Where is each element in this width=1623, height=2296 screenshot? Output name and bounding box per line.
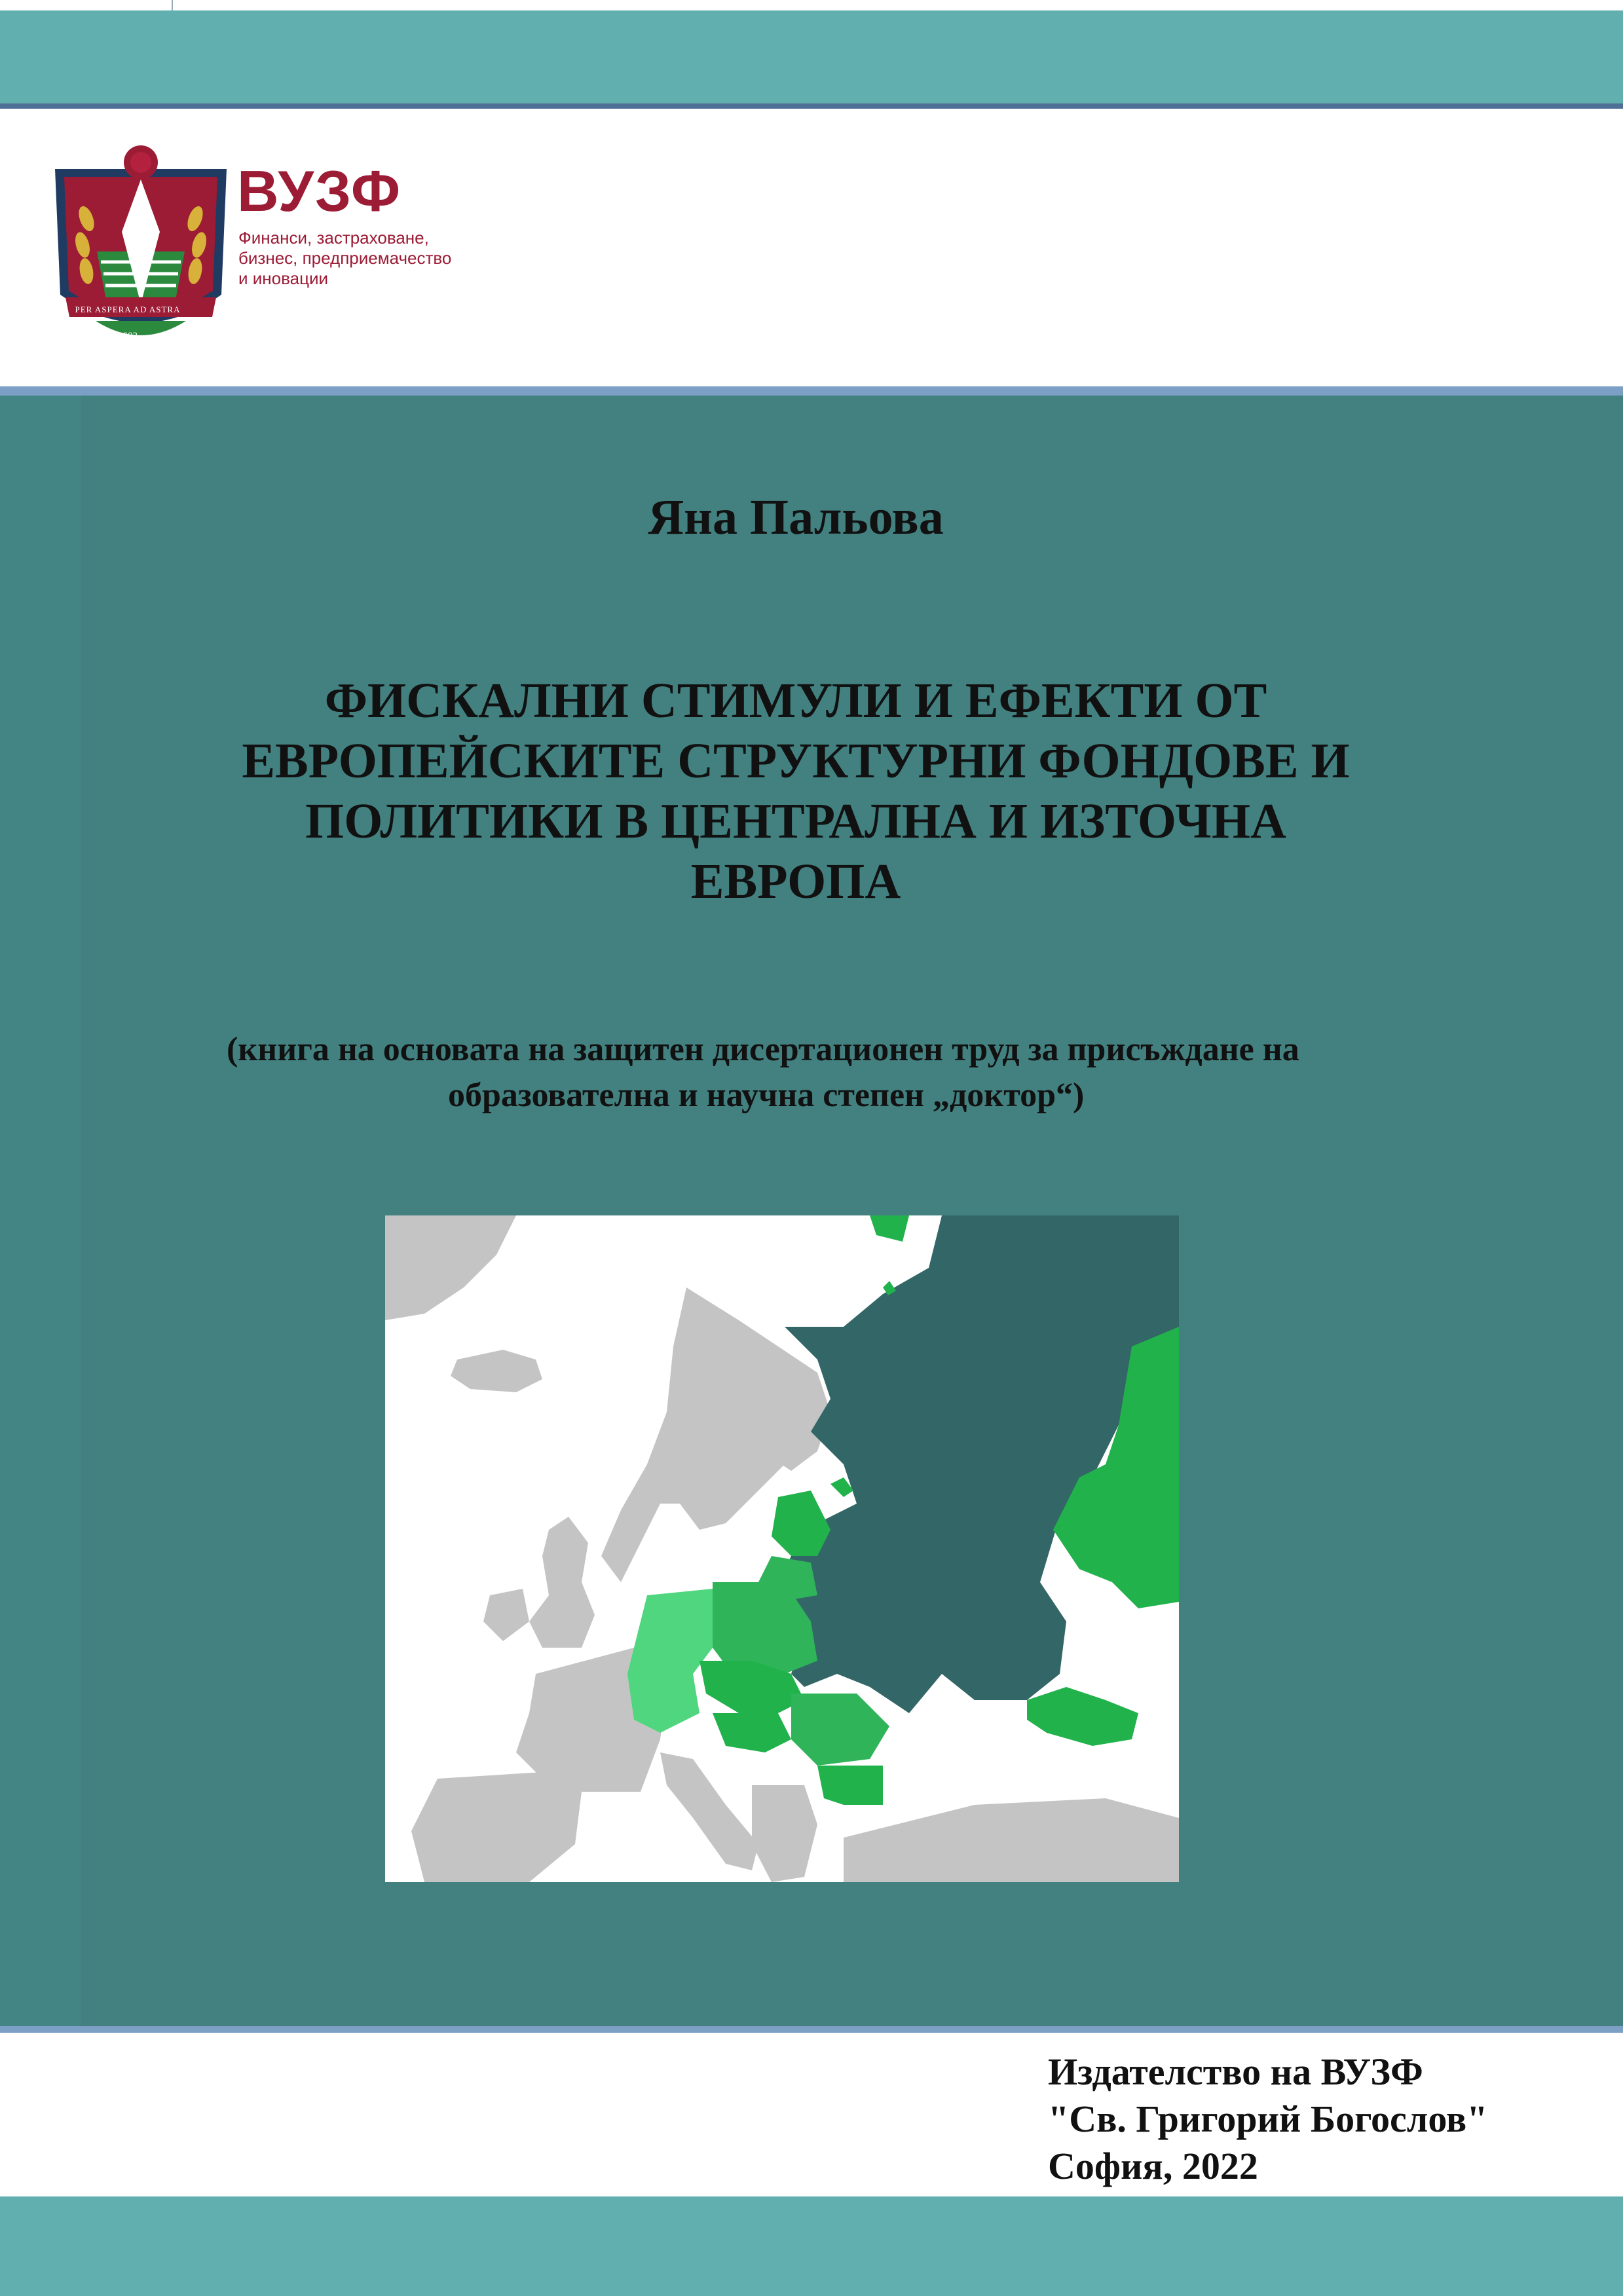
logo-tagline-line: Финанси, застраховане, (238, 228, 429, 248)
logo-motto: PER ASPERA AD ASTRA (75, 305, 181, 314)
subtitle-line: образователна и научна степен „доктор“) (448, 1077, 1085, 1114)
book-title (131, 671, 1461, 912)
top-band (0, 0, 1623, 106)
publisher-line: "Св. Григорий Богослов" (1048, 2098, 1488, 2140)
book-subtitle (196, 1027, 1526, 1119)
logo-year: 2002 (118, 331, 138, 341)
logo-wordmark: ВУЗФ (237, 158, 401, 223)
author-name: Яна Пальова (648, 490, 944, 545)
edge-tick (172, 0, 173, 10)
top-rule (0, 103, 1623, 109)
publisher-block (1048, 2048, 1611, 2190)
top-edge (0, 0, 1623, 10)
logo-tagline (238, 228, 461, 289)
publisher-line: Издателство на ВУЗФ (1048, 2050, 1423, 2093)
logo-tagline-line: бизнес, предприемачество (238, 248, 452, 268)
main-panel-shade (0, 396, 81, 2026)
title-line: ЕВРОПА (690, 854, 901, 909)
europe-map (385, 1215, 1179, 1882)
mid-rule (0, 386, 1623, 396)
title-line: ПОЛИТИКИ В ЦЕНТРАЛНА И ИЗТОЧНА (305, 794, 1286, 849)
logo-tagline-line: и иновации (238, 268, 329, 288)
subtitle-line: (книга на основата на защитен дисертационен труд за присъждане на (227, 1031, 1299, 1068)
title-line: ЕВРОПЕЙСКИТЕ СТРУКТУРНИ ФОНДОВЕ И (242, 733, 1350, 788)
lower-rule (0, 2026, 1623, 2033)
publisher-line: София, 2022 (1048, 2145, 1258, 2187)
title-line: ФИСКАЛНИ СТИМУЛИ И ЕФЕКТИ ОТ (324, 673, 1267, 728)
bottom-band (0, 2196, 1623, 2296)
